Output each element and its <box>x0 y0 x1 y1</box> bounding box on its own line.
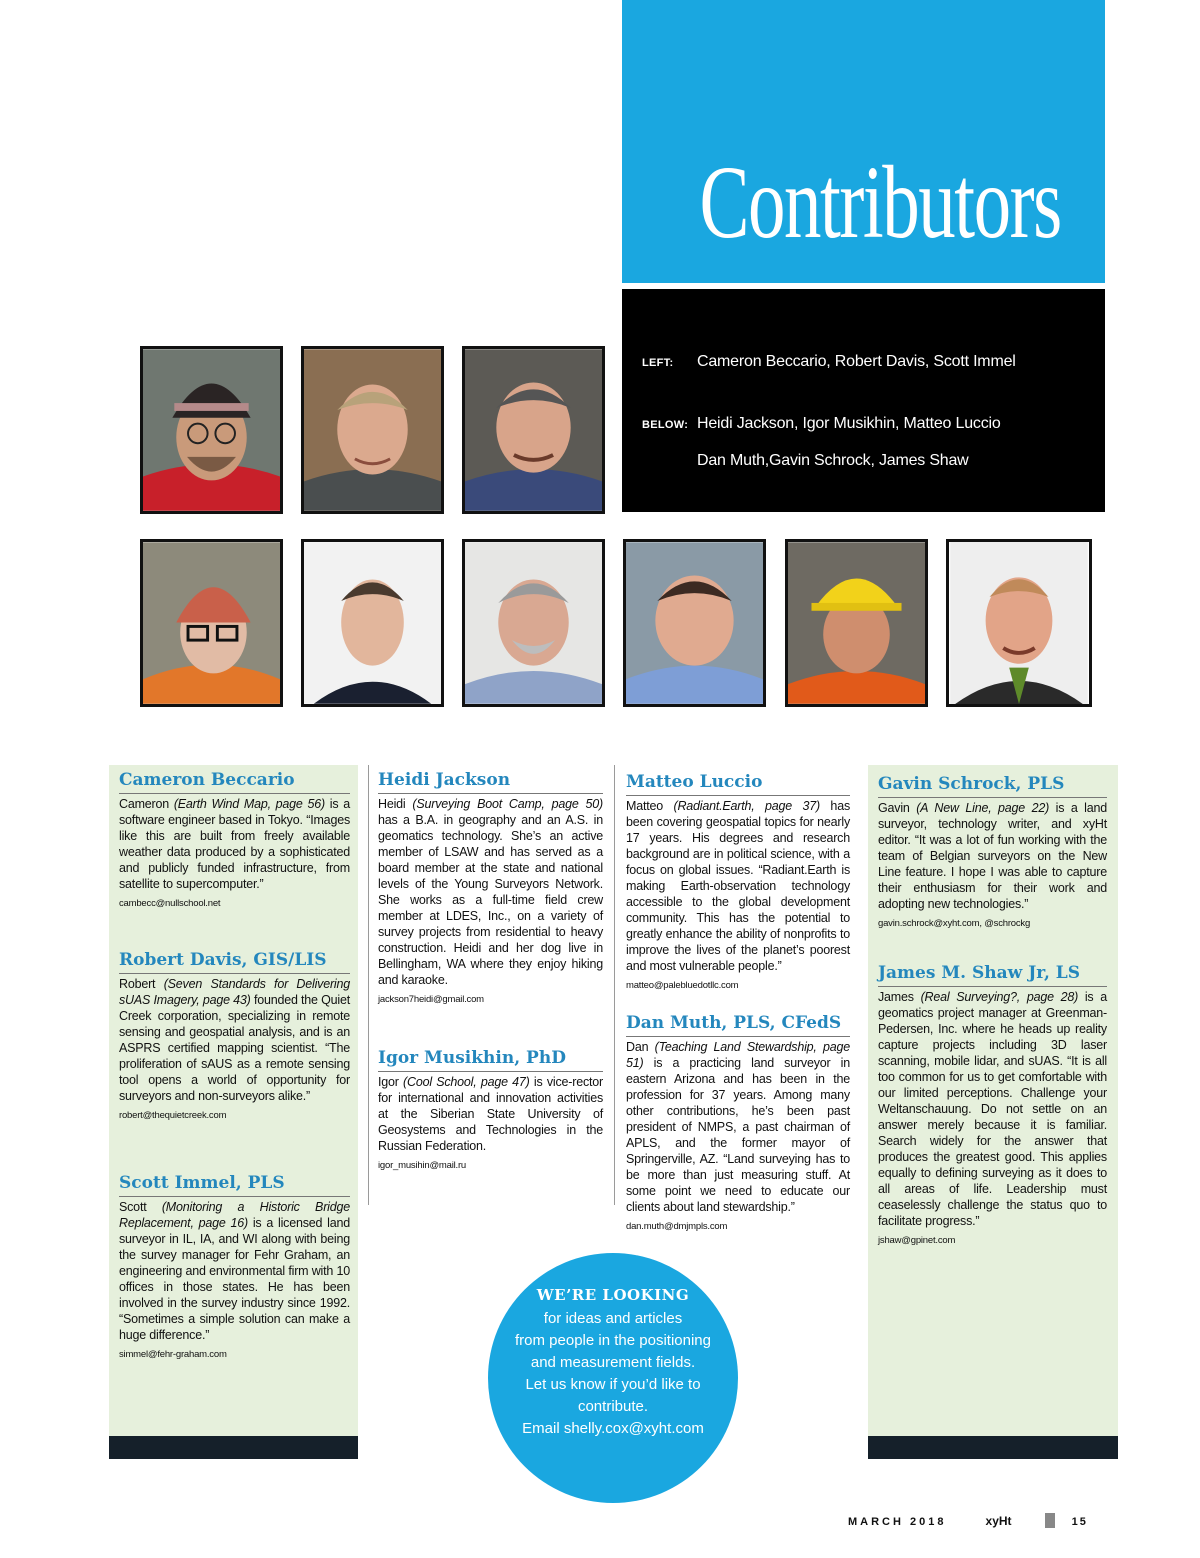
photo-gavin-schrock <box>785 539 928 707</box>
caption-below-row <box>642 415 1001 433</box>
contributor-bio: Robert (Seven Standards for Delivering sUAS Imagery, page 43) founded the Quiet Creek corporation, specializing in remote sensing and geospatial analysis, and is an ASPRS certified mapping scientist. “The proliferation of sAUS as a remote sensing tool opens a world of opportunity for surveyors and non-surveyors alike.” <box>119 977 350 1103</box>
portrait-icon <box>465 349 602 511</box>
contributor-email: igor_musihin@mail.ru <box>378 1160 467 1171</box>
photo-dan-muth <box>623 539 766 707</box>
portrait-icon <box>304 349 441 511</box>
caption-left-row <box>642 353 1016 371</box>
contributor-heidi-jackson <box>378 770 603 1005</box>
photo-james-shaw <box>946 539 1092 707</box>
column-1-footer-bar <box>109 1436 358 1459</box>
contributor-bio: Gavin (A New Line, page 22) is a land surveyor, technology writer, and xyHt editor. “It was a lot of fun working with the team of Belgian surveyors on the New Line feature. I hope I was able to capture their enthusiasm for their work and adopting new technologies.” <box>878 801 1107 911</box>
contributor-email: robert@thequietcreek.com <box>119 1110 227 1121</box>
contributor-james-shaw <box>878 963 1107 1246</box>
contributor-name: Scott Immel, PLS <box>119 1173 350 1197</box>
contributor-bio: Matteo (Radiant.Earth, page 37) has been covering geospatial topics for nearly 17 years. His degrees and research background are in political science, with a focus on global issues. “Radiant.Earth is making Earth-observation technology accessible to the global development community. This has the potential to greatly enhance the ability of nonprofits to improve the lives of the planet’s poorest and most vulnerable people.” <box>626 799 850 973</box>
caption-below-label: BELOW: <box>642 419 689 431</box>
contributor-gavin-schrock <box>878 774 1107 929</box>
contributor-email: jshaw@gpinet.com <box>878 1235 956 1246</box>
title-banner <box>622 0 1105 283</box>
callout-email[interactable]: Email shelly.cox@xyht.com <box>522 1420 704 1437</box>
contributor-name: Dan Muth, PLS, CFedS <box>626 1013 850 1037</box>
photo-robert-davis <box>301 346 444 514</box>
callout-body: for ideas and articles from people in the positioning and measurement fields. Let us know if you’d like to contribute. Email shelly.cox@xyht.com <box>496 1308 730 1440</box>
contributor-email: gavin.schrock@xyht.com, @schrockg <box>878 918 1031 929</box>
portrait-icon <box>788 542 925 704</box>
contributor-email: cambecc@nullschool.net <box>119 898 221 909</box>
contributor-email: jackson7heidi@gmail.com <box>378 994 484 1005</box>
column-divider <box>614 765 615 1205</box>
contributor-bio: Igor (Cool School, page 47) is vice-rector for international and innovation activities at the Siberian State University of Geosystems and Technologies in the Russian Federation. <box>378 1075 603 1153</box>
contributor-bio: Heidi (Surveying Boot Camp, page 50) has a B.A. in geography and an A.S. in geomatics technology. She’s an active member of LSAW and has served as a board member at the state and national levels of the Young Surveyors Network. She works as a full-time field crew member at LDES, Inc., on a variety of survey projects from residential to heavy construction. Heidi and her dog live in Bellingham, WA where they enjoy hiking and karaoke. <box>378 797 603 987</box>
contributor-name: Igor Musikhin, PhD <box>378 1048 603 1072</box>
contributor-name: Gavin Schrock, PLS <box>878 774 1107 798</box>
contributor-email: simmel@fehr-graham.com <box>119 1349 227 1360</box>
contributor-name: Heidi Jackson <box>378 770 603 794</box>
contributor-bio: Cameron (Earth Wind Map, page 56) is a software engineer based in Tokyo. “Images like this are built from freely available weather data produced by a sophisticated and publicly funded infrastructure, from satellite to supercomputer.” <box>119 797 350 891</box>
photo-caption-box <box>622 289 1105 512</box>
caption-left-names: Cameron Beccario, Robert Davis, Scott Immel <box>697 353 1016 370</box>
caption-left-label: LEFT: <box>642 357 674 369</box>
contributor-name: Cameron Beccario <box>119 770 350 794</box>
contributor-matteo-luccio <box>626 772 850 991</box>
contributor-bio: Dan (Teaching Land Stewardship, page 51) is a practicing land surveyor in eastern Arizona and has been in the profession for 37 years. Among many other contributions, he’s been past president of NMPS, a past chairman of APLS, and the former mayor of Springerville, AZ. “Land surveying has to be more than just measuring stuff. At some point we need to educate our clients about land stewardship.” <box>626 1040 850 1214</box>
photo-igor-musikhin <box>301 539 444 707</box>
contributor-name: James M. Shaw Jr, LS <box>878 963 1107 987</box>
contributor-bio: Scott (Monitoring a Historic Bridge Replacement, page 16) is a licensed land surveyor in IL, IA, and WI along with being the survey manager for Fehr Graham, an engineering and environmental firm with 10 offices in those states. He has been involved in the survey industry since 1992. “Sometimes a simple solution can make a huge difference.” <box>119 1200 350 1342</box>
photo-heidi-jackson <box>140 539 283 707</box>
contributor-bio: James (Real Surveying?, page 28) is a geomatics project manager at Greenman-Pedersen, Inc. where he heads up reality capture projects including 3D laser scanning, mobile lidar, and sUAS. “It is all too common for us to get comfortable with our limited perceptions. Challenge your Weltanschauung. Do not settle on an answer merely because it is familiar. Search widely for the answer that produces the greatest good. This applies equally to defining surveying as it does to all areas of life. Leadership must ceaselessly challenge the status quo to facilitate progress.” <box>878 990 1107 1228</box>
portrait-icon <box>143 542 280 704</box>
page-marker <box>1045 1513 1055 1528</box>
contributor-dan-muth <box>626 1013 850 1232</box>
page-footer <box>848 1513 1088 1528</box>
column-4-footer-bar <box>868 1436 1118 1459</box>
contributor-name: Matteo Luccio <box>626 772 850 796</box>
caption-below-names-1: Heidi Jackson, Igor Musikhin, Matteo Luccio <box>697 415 1001 432</box>
portrait-icon <box>949 542 1089 704</box>
contribute-callout <box>488 1253 738 1503</box>
caption-below-row-2 <box>642 452 969 470</box>
contributor-name: Robert Davis, GIS/LIS <box>119 950 350 974</box>
issue-date: MARCH 2018 <box>848 1516 947 1528</box>
photo-scott-immel <box>462 346 605 514</box>
caption-below-names-2: Dan Muth,Gavin Schrock, James Shaw <box>697 452 969 469</box>
contributor-cameron-beccario <box>119 770 350 909</box>
column-divider <box>368 765 369 1205</box>
portrait-icon <box>143 349 280 511</box>
contributor-igor-musikhin <box>378 1048 603 1171</box>
portrait-icon <box>626 542 763 704</box>
brand-logo: xyHt <box>985 1514 1012 1528</box>
page-title: Contributors <box>699 145 1061 260</box>
contributor-email: matteo@palebluedotllc.com <box>626 980 739 991</box>
callout-heading: WE’RE LOOKING <box>536 1286 690 1304</box>
photo-matteo-luccio <box>462 539 605 707</box>
page-number: 15 <box>1071 1516 1088 1528</box>
contributor-robert-davis <box>119 950 350 1121</box>
contributor-scott-immel <box>119 1173 350 1360</box>
portrait-icon <box>465 542 602 704</box>
photo-cameron-beccario <box>140 346 283 514</box>
portrait-icon <box>304 542 441 704</box>
contributor-email: dan.muth@dmjmpls.com <box>626 1221 728 1232</box>
